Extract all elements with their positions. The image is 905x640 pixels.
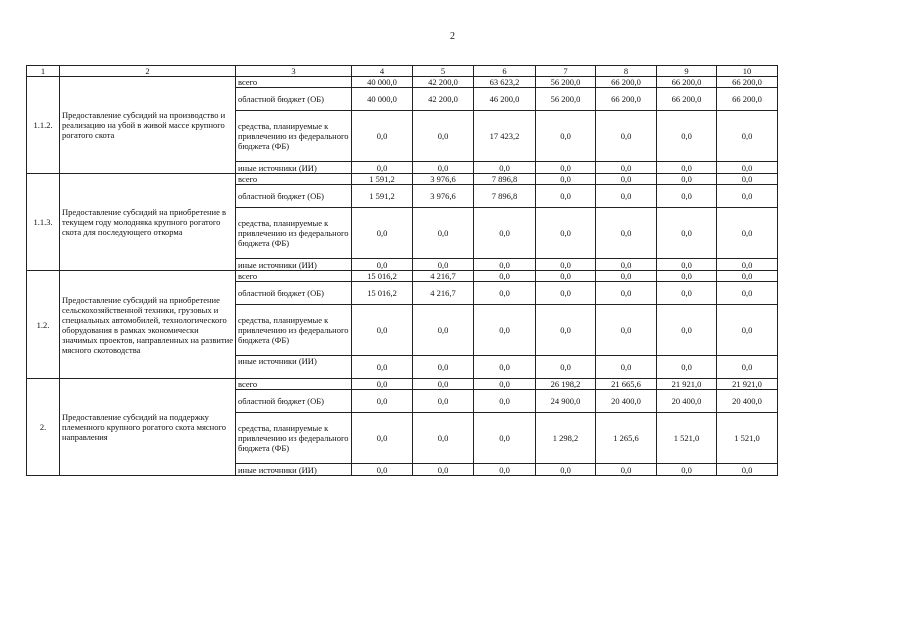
table-row — [27, 271, 778, 282]
funding-source: средства, планируемые к привлечению из федерального бюджета (ФБ) — [236, 111, 352, 162]
value-cell: 0,0 — [352, 259, 413, 271]
value-cell: 0,0 — [536, 464, 596, 476]
header-row — [27, 66, 778, 77]
value-cell: 0,0 — [596, 111, 657, 162]
value-cell: 0,0 — [657, 174, 717, 185]
value-cell: 0,0 — [413, 162, 474, 174]
value-cell: 0,0 — [717, 271, 778, 282]
value-cell: 15 016,2 — [352, 282, 413, 305]
funding-source: всего — [236, 379, 352, 390]
value-cell: 1 521,0 — [657, 413, 717, 464]
value-cell: 40 000,0 — [352, 77, 413, 88]
value-cell: 0,0 — [474, 305, 536, 356]
value-cell: 7 896,8 — [474, 174, 536, 185]
value-cell: 0,0 — [657, 208, 717, 259]
value-cell: 63 623,2 — [474, 77, 536, 88]
funding-source: областной бюджет (ОБ) — [236, 282, 352, 305]
funding-source: всего — [236, 271, 352, 282]
value-cell: 0,0 — [474, 208, 536, 259]
value-cell: 66 200,0 — [717, 88, 778, 111]
section-number: 1.2. — [27, 271, 60, 379]
value-cell: 0,0 — [596, 185, 657, 208]
section-number: 1.1.3. — [27, 174, 60, 271]
funding-source: средства, планируемые к привлечению из федерального бюджета (ФБ) — [236, 208, 352, 259]
value-cell: 0,0 — [413, 259, 474, 271]
value-cell: 0,0 — [657, 464, 717, 476]
value-cell: 0,0 — [474, 162, 536, 174]
column-header-1: 1 — [27, 66, 60, 77]
value-cell: 0,0 — [536, 305, 596, 356]
value-cell: 0,0 — [596, 174, 657, 185]
section-title: Предоставление субсидий на производство и реализацию на убой в живой массе крупного рогатого скота — [60, 77, 236, 174]
funding-source: областной бюджет (ОБ) — [236, 390, 352, 413]
value-cell: 3 976,6 — [413, 185, 474, 208]
funding-source: всего — [236, 174, 352, 185]
funding-source: иные источники (ИИ) — [236, 162, 352, 174]
value-cell: 0,0 — [474, 379, 536, 390]
value-cell: 46 200,0 — [474, 88, 536, 111]
page-number: 2 — [450, 31, 455, 42]
value-cell: 42 200,0 — [413, 77, 474, 88]
value-cell: 15 016,2 — [352, 271, 413, 282]
value-cell: 0,0 — [717, 111, 778, 162]
value-cell: 0,0 — [413, 413, 474, 464]
value-cell: 0,0 — [413, 208, 474, 259]
value-cell: 24 900,0 — [536, 390, 596, 413]
value-cell: 0,0 — [536, 162, 596, 174]
value-cell: 4 216,7 — [413, 282, 474, 305]
value-cell: 0,0 — [474, 413, 536, 464]
table-row — [27, 379, 778, 390]
value-cell: 0,0 — [657, 162, 717, 174]
value-cell: 0,0 — [717, 174, 778, 185]
value-cell: 0,0 — [474, 282, 536, 305]
value-cell: 0,0 — [413, 464, 474, 476]
column-header-4: 4 — [352, 66, 413, 77]
value-cell: 0,0 — [596, 162, 657, 174]
value-cell: 0,0 — [352, 356, 413, 379]
value-cell: 0,0 — [413, 379, 474, 390]
section-title: Предоставление субсидий на поддержку племенного крупного рогатого скота мясного направления — [60, 379, 236, 476]
value-cell: 1 265,6 — [596, 413, 657, 464]
value-cell: 0,0 — [596, 356, 657, 379]
value-cell: 0,0 — [536, 174, 596, 185]
table-row — [27, 174, 778, 185]
value-cell: 0,0 — [474, 356, 536, 379]
value-cell: 66 200,0 — [717, 77, 778, 88]
value-cell: 0,0 — [536, 282, 596, 305]
value-cell: 3 976,6 — [413, 174, 474, 185]
funding-source: областной бюджет (ОБ) — [236, 88, 352, 111]
value-cell: 0,0 — [413, 390, 474, 413]
value-cell: 66 200,0 — [596, 77, 657, 88]
column-header-10: 10 — [717, 66, 778, 77]
value-cell: 0,0 — [352, 305, 413, 356]
value-cell: 20 400,0 — [596, 390, 657, 413]
funding-source: иные источники (ИИ) — [236, 259, 352, 271]
funding-source: иные источники (ИИ) — [236, 356, 352, 379]
column-header-7: 7 — [536, 66, 596, 77]
section-title: Предоставление субсидий на приобретение в текущем году молодняка крупного рогатого скота для последующего откорма — [60, 174, 236, 271]
value-cell: 0,0 — [474, 271, 536, 282]
value-cell: 4 216,7 — [413, 271, 474, 282]
budget-table — [26, 65, 778, 476]
value-cell: 56 200,0 — [536, 88, 596, 111]
value-cell: 0,0 — [352, 111, 413, 162]
value-cell: 1 591,2 — [352, 174, 413, 185]
value-cell: 7 896,8 — [474, 185, 536, 208]
column-header-3: 3 — [236, 66, 352, 77]
section-number: 2. — [27, 379, 60, 476]
value-cell: 0,0 — [596, 305, 657, 356]
column-header-9: 9 — [657, 66, 717, 77]
value-cell: 0,0 — [352, 390, 413, 413]
value-cell: 0,0 — [536, 271, 596, 282]
value-cell: 0,0 — [474, 259, 536, 271]
funding-source: средства, планируемые к привлечению из федерального бюджета (ФБ) — [236, 413, 352, 464]
value-cell: 0,0 — [657, 259, 717, 271]
value-cell: 0,0 — [717, 162, 778, 174]
value-cell: 0,0 — [352, 464, 413, 476]
value-cell: 0,0 — [717, 305, 778, 356]
value-cell: 26 198,2 — [536, 379, 596, 390]
value-cell: 0,0 — [596, 464, 657, 476]
funding-source: средства, планируемые к привлечению из федерального бюджета (ФБ) — [236, 305, 352, 356]
value-cell: 0,0 — [717, 356, 778, 379]
value-cell: 56 200,0 — [536, 77, 596, 88]
value-cell: 0,0 — [596, 271, 657, 282]
section-title: Предоставление субсидий на приобретение сельскохозяйственной техники, грузовых и специальных автомобилей, технологического оборудования в рамках экономически значимых проектов, направленных на развитие мясного скотоводства — [60, 271, 236, 379]
column-header-6: 6 — [474, 66, 536, 77]
value-cell: 0,0 — [657, 282, 717, 305]
table-row — [27, 77, 778, 88]
value-cell: 0,0 — [717, 185, 778, 208]
value-cell: 0,0 — [474, 390, 536, 413]
value-cell: 0,0 — [657, 305, 717, 356]
funding-source: иные источники (ИИ) — [236, 464, 352, 476]
value-cell: 0,0 — [536, 111, 596, 162]
value-cell: 0,0 — [536, 208, 596, 259]
value-cell: 42 200,0 — [413, 88, 474, 111]
value-cell: 0,0 — [474, 464, 536, 476]
value-cell: 0,0 — [413, 356, 474, 379]
value-cell: 17 423,2 — [474, 111, 536, 162]
column-header-5: 5 — [413, 66, 474, 77]
value-cell: 0,0 — [717, 282, 778, 305]
value-cell: 21 921,0 — [657, 379, 717, 390]
value-cell: 0,0 — [352, 162, 413, 174]
value-cell: 0,0 — [596, 259, 657, 271]
value-cell: 21 921,0 — [717, 379, 778, 390]
value-cell: 0,0 — [413, 111, 474, 162]
value-cell: 0,0 — [657, 111, 717, 162]
value-cell: 0,0 — [596, 282, 657, 305]
value-cell: 0,0 — [352, 379, 413, 390]
value-cell: 20 400,0 — [717, 390, 778, 413]
value-cell: 0,0 — [657, 271, 717, 282]
value-cell: 0,0 — [717, 259, 778, 271]
value-cell: 0,0 — [536, 185, 596, 208]
value-cell: 0,0 — [536, 356, 596, 379]
column-header-2: 2 — [60, 66, 236, 77]
value-cell: 0,0 — [657, 356, 717, 379]
value-cell: 66 200,0 — [596, 88, 657, 111]
section-number: 1.1.2. — [27, 77, 60, 174]
value-cell: 20 400,0 — [657, 390, 717, 413]
funding-source: всего — [236, 77, 352, 88]
value-cell: 0,0 — [352, 413, 413, 464]
column-header-8: 8 — [596, 66, 657, 77]
value-cell: 66 200,0 — [657, 77, 717, 88]
value-cell: 1 298,2 — [536, 413, 596, 464]
value-cell: 0,0 — [717, 208, 778, 259]
value-cell: 0,0 — [657, 185, 717, 208]
value-cell: 66 200,0 — [657, 88, 717, 111]
value-cell: 0,0 — [536, 259, 596, 271]
value-cell: 0,0 — [352, 208, 413, 259]
funding-source: областной бюджет (ОБ) — [236, 185, 352, 208]
value-cell: 1 591,2 — [352, 185, 413, 208]
value-cell: 0,0 — [596, 208, 657, 259]
value-cell: 40 000,0 — [352, 88, 413, 111]
value-cell: 0,0 — [717, 464, 778, 476]
value-cell: 21 665,6 — [596, 379, 657, 390]
value-cell: 0,0 — [413, 305, 474, 356]
value-cell: 1 521,0 — [717, 413, 778, 464]
